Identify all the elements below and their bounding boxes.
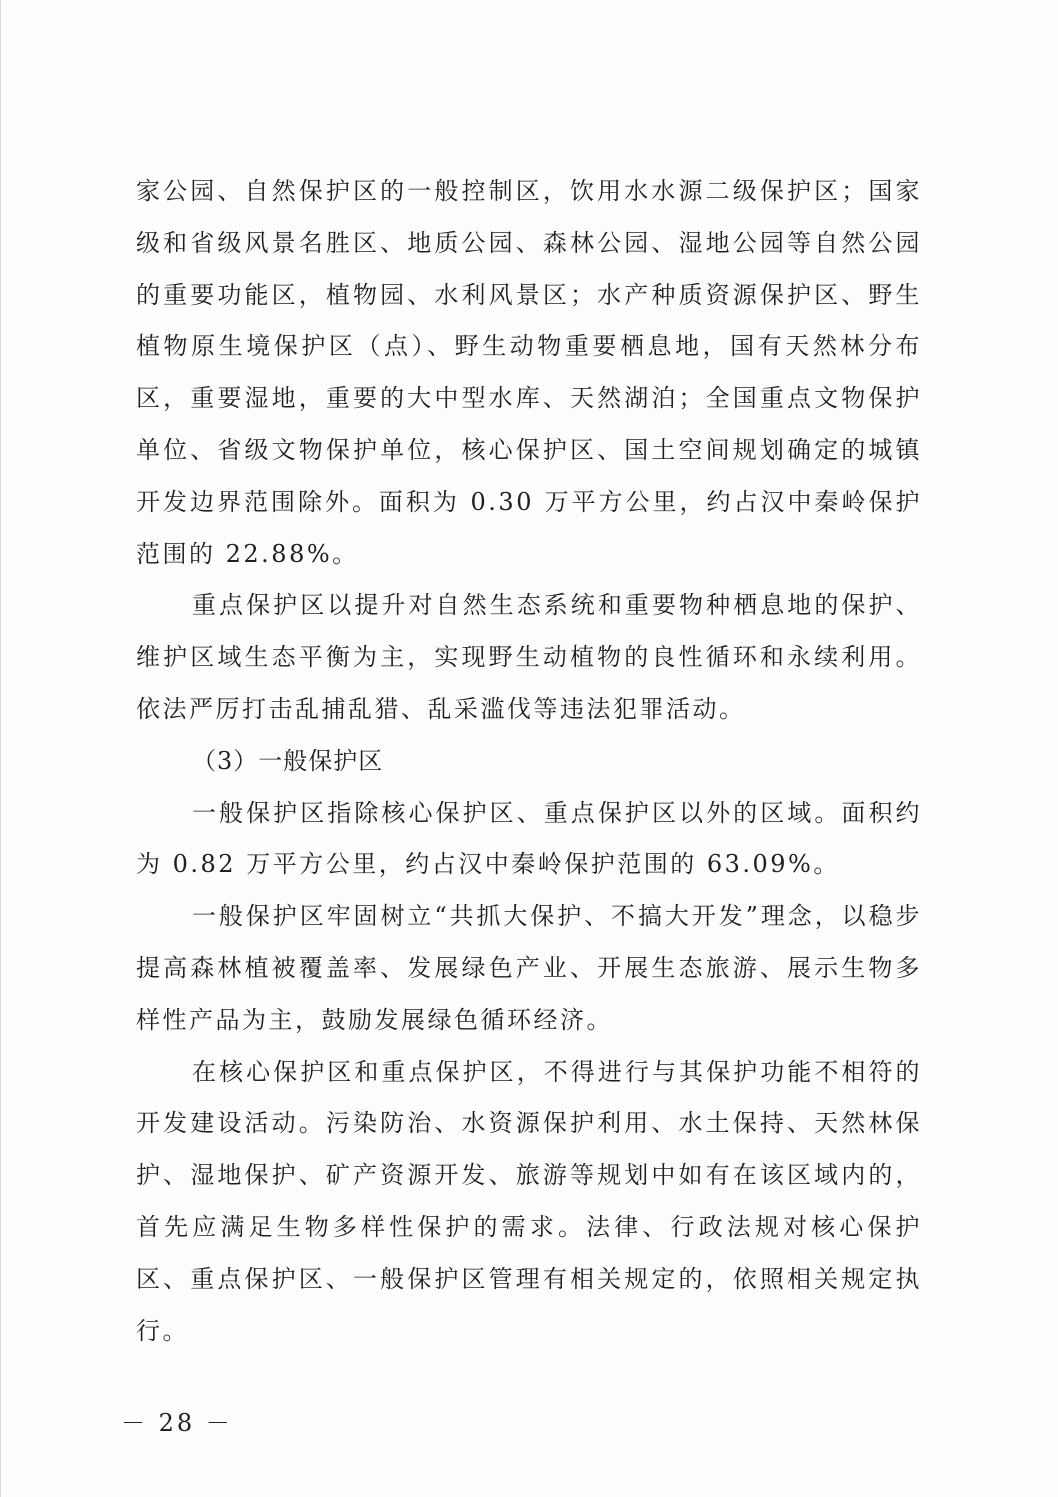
paragraph-development-restrictions: 在核心保护区和重点保护区，不得进行与其保护功能不相符的开发建设活动。污染防治、水资源保护利用、水土保持、天然林保护、湿地保护、矿产资源开发、旅游等规划中如有在该区域内的，首先应满足生物多样性保护的需求。法律、行政法规对核心保护区、重点保护区、一般保护区管理有相关规定的，依照相关规定执行。 — [136, 1057, 922, 1345]
page-number: － 28 － — [121, 1409, 233, 1437]
paragraph-key-protection-goals: 重点保护区以提升对自然生态系统和重要物种栖息地的保护、维护区域生态平衡为主，实现野生动植物的良性循环和永续利用。依法严厉打击乱捕乱猎、乱采滥伐等违法犯罪活动。 — [136, 591, 922, 723]
paragraph-general-zone-philosophy: 一般保护区牢固树立“共抓大保护、不搞大开发”理念，以稳步提高森林植被覆盖率、发展绿色产业、开展生态旅游、展示生物多样性产品为主，鼓励发展绿色循环经济。 — [136, 902, 922, 1034]
paragraph-general-zone-definition: 一般保护区指除核心保护区、重点保护区以外的区域。面积约为 0.82 万平方公里，约占汉中秦岭保护范围的 63.09%。 — [136, 798, 922, 879]
paragraph-protected-areas-list: 家公园、自然保护区的一般控制区，饮用水水源二级保护区；国家级和省级风景名胜区、地质公园、森林公园、湿地公园等自然公园的重要功能区，植物园、水利风景区；水产种质资源保护区、野生植物原生境保护区（点）、野生动物重要栖息地，国有天然林分布区，重要湿地，重要的大中型水库、天然湖泊；全国重点文物保护单位、省级文物保护单位，核心保护区、国土空间规划确定的城镇开发边界范围除外。面积为 0.30 万平方公里，约占汉中秦岭保护范围的 22.88%。 — [136, 177, 922, 568]
section-heading-general-protection-zone: （3）一般保护区 — [192, 746, 384, 775]
document-body — [136, 166, 922, 1357]
